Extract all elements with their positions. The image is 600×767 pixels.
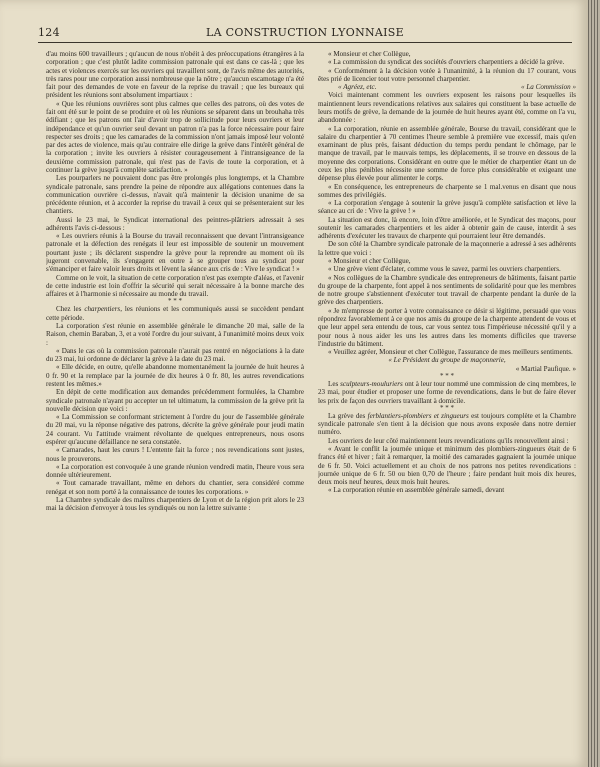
paragraph: « Camarades, haut les cœurs ! L'entente fait la force ; nos revendications sont justes, nous le prouverons.: [46, 446, 304, 463]
paragraph: Comme on le voit, la situation de cette corporation n'est pas exempte d'aléas, et l'avenir de cette industrie est loin d'offrir la sécurité qui serait nécessaire à la bonne marche des affaires et à l'harmonie si nécessaire au monde du travail.: [46, 273, 304, 299]
paragraph: « Les ouvriers réunis à la Bourse du travail reconnaissent que devant l'intransigeance patronale et la défection des renégats il leur est impossible de soutenir un mouvement pourtant juste ; ils déclarent suspendre la grève pour la reprendre au moment où ils jugeront convenable, ils s'engagent en outre à se grouper tous au syndicat pour s'émanciper et faire valoir leurs droits et lèvent la séance aux cris de : Vive le syndicat ! »: [46, 232, 304, 274]
page-edge: [588, 0, 600, 767]
paragraph: « Dans le cas où la commission patronale n'aurait pas rentré en négociations à la date du 23 mai, lui ordonne de déclarer la grève à la date du 23 mai.: [46, 346, 304, 364]
section-separator: * * *: [440, 403, 454, 412]
paragraph: « En conséquence, les entrepreneurs de charpente se 1 mal.venus en disant que nous sommes des privilégiés.: [318, 182, 576, 199]
paragraph: « La corporation, réunie en assemblée générale, Bourse du travail, considérant que le salaire du charpentier à 70 centimes l'heure semble à première vue excessif, mais qu'en examinant de plus près, faisant déduction du temps perdu pendant le chômage, par le manque de travail, par le mauvais temps, les déplacements, il se trouve en dessous de la moyenne des corporations. Considérant en outre que le métier de charpentier étant un de ceux les plus pénibles nécessite une somme de force plus considérable et exigeant une dépense plus élevée pour alimenter le corps.: [318, 124, 576, 183]
paragraph: Les ouvriers de leur côté maintiennent leurs revendications qu'ils renouvellent ainsi :: [328, 436, 569, 445]
paragraph: « La Commission se conformant strictement à l'ordre du jour de l'assemblée générale du 20 mai, vu la réponse négative des patrons, décrète la grève générale pour jeudi matin 24 courant. Vu l'attitude vraiment révoltante de quelques entrepreneurs, nous osons espérer qu'aucune défaillance ne sera constatée.: [46, 413, 304, 446]
text-span: , les réunions et les communiqués aussi se succèdent pendant cette période.: [46, 305, 304, 322]
paragraph: « Conformément à la décision votée à l'unanimité, à la réunion du 17 courant, vous êtes prié de licencier tout votre personnel charpentier.: [318, 66, 576, 83]
paragraph: Aussi le 23 mai, le Syndicat international des peintres-plâtriers adressait à ses adhérents l'avis ci-dessous :: [46, 215, 304, 232]
paragraph: « La corporation est convoquée à une grande réunion vendredi matin, l'heure vous sera donnée ultérieurement.: [46, 462, 304, 480]
paragraph: « Je m'empresse de porter à votre connaissance ce désir si légitime, persuadé que vous répondrez favorablement à ce que nos amis du groupe de la charpente attendent de vous et que leur appel sera entendu de tous, car vous sentez tous l'impérieuse nécessité qu'il y a pour nous à nous aider les uns les autres dans les moments difficiles que traverse l'industrie du bâtiment.: [318, 306, 576, 348]
paragraph: « Nos collègues de la Chambre syndicale des entrepreneurs de bâtiments, faisant partie du groupe de la charpente, font appel à nos sentiments de solidarité pour que les membres de notre groupe s'abstiennent d'exécuter tout travail de charpente pendant la durée de la grève des charpentiers.: [318, 273, 576, 307]
paragraph: d'au moins 600 travailleurs ; qu'aucun de nous n'obéit à des préoccupations étrangères à la corporation ; que c'est plutôt ladite commission patronale qui est dans ce cas-là ; que les actes et violences exercés sur les ouvriers qui travaillent sont, de l'avis même des autorités, très rares pour une corporation aussi nombreuse que la nôtre ; qu'aucun escamotage n'a été fait pour des demandes de vote en faveur de la reprise du travail ; que les bureaux qui président les réunions sont absolument impartiaux :: [46, 50, 304, 100]
paragraph: « La commission du syndicat des sociétés d'ouvriers charpentiers a décidé la grève.: [328, 58, 565, 67]
text-span: Chez les: [56, 305, 85, 314]
section-separator: * * *: [440, 371, 454, 380]
paragraph: [46, 305, 304, 322]
paragraph: [318, 380, 576, 405]
closing-left: « Agréez, etc.: [338, 83, 377, 92]
paragraph: « La corporation réunie en assemblée générale samedi, devant: [328, 486, 505, 495]
text-span: est toujours complète et la Chambre syndicale patronale s'en tient à la décision que nous avons exposée dans notre dernier numéro.: [318, 411, 576, 437]
page-header: [38, 26, 572, 40]
text-span: Les: [328, 379, 341, 388]
italic-term: ferblantiers-plombiers et zingueurs: [367, 411, 469, 420]
paragraph: La corporation s'est réunie en assemblée générale le dimanche 20 mai, salle de la Raison, chemin Baraban, 3, et a voté l'ordre du jour suivant, à l'unanimité moins deux voix :: [46, 322, 304, 347]
paragraph: La situation est donc, là encore, loin d'être améliorée, et le Syndicat des maçons, pour soutenir les camarades charpentiers et les aider à obtenir gain de cause, interdit à ses adhérents d'exécuter les travaux de charpente qui pourraient leur être demandés.: [318, 215, 576, 241]
closing-right: « La Commission »: [521, 83, 576, 92]
signature-title-text: « Le Président du groupe de maçonnerie,: [388, 356, 506, 365]
paragraph: « La corporation s'engage à soutenir la grève jusqu'à complète satisfaction et lève la séance au cri de : Vive la grève ! »: [318, 199, 576, 216]
text-span: La grève des: [328, 411, 368, 420]
paragraph: Les pourparlers ne pouvaient donc pas être prolongés plus longtemps, et la Chambre syndicale patronale, sans prendre la peine de répondre aux allégations contenues dans la communication ouvrière ci-dessus, n'avait qu'à maintenir la décision unanime de sa précédente réunion, et à accorder la reprise du travail à ceux qui se présenteraient sur les chantiers.: [46, 174, 304, 216]
paragraph: « Monsieur et cher Collègue,: [328, 257, 411, 266]
paragraph: « Monsieur et cher Collègue,: [328, 50, 411, 58]
paragraph: « Avant le conflit la journée unique et minimum des plombiers-zingueurs était de 6 francs été et hiver ; fait à remarquer, la moitié des camarades gagnaient la journée unique de 6 fr. 50. Voici actuellement et au choix de nos patrons nos petites revendications : journée unique de 6 fr. 50 ou bien 0,70 de l'heure ; faire pendant huit mois dix heures, deux mois neuf heures, deux mois huit heures.: [318, 444, 576, 487]
page-number: 124: [38, 26, 60, 39]
paragraph: [318, 412, 576, 437]
paragraph: « Une grève vient d'éclater, comme vous le savez, parmi les ouvriers charpentiers.: [328, 265, 561, 274]
paragraph: « Elle décide, en outre, qu'elle abandonne momentanément la journée de huit heures à 0 fr. 90 et la remplace par la journée de dix heures à 0 fr. 80, les autres revendications restent les mêmes.»: [46, 363, 304, 388]
paragraph: « Que les réunions ouvrières sont plus calmes que celles des patrons, où des votes de fait ont été sur le point de se produire et où les réunions se séparent dans un brouhaha très édifiant ; que les patrons ont l'air d'avoir trop de sollicitude pour leurs ouvriers et leur indépendance et qu'un ouvrier seul devant un patron n'a pas la force nécessaire pour faire respecter ses droits ; que les camarades de la commission n'ont jamais imposé leur volonté par des actes de violence, mais qu'au contraire elle dirige la grève dans l'intérêt général de la corporation ; invite les ouvriers à résister courageusement à l'intransigeance de la deuxième commission patronale, qui n'est pas de l'avis de toute la corporation, et à continuer la grève jusqu'à complète satisfaction. »: [46, 99, 304, 174]
italic-term: sculpteurs-mouluriers: [340, 379, 403, 388]
paragraph: Voici maintenant comment les ouvriers exposent les raisons pour lesquelles ils maintiennent leurs revendications relatives aux salaires qui constituent la base actuelle de leurs motifs de grève, la demande de la journée de huit heures ayant été, comme on l'a vu, abandonnée :: [318, 91, 576, 125]
left-column: [46, 50, 304, 756]
paragraph: En dépit de cette modification aux demandes précédemment formulées, la Chambre syndicale patronale n'ayant pu accepter un tel ultimatum, la commission de la grève prit la nouvelle décision que voici :: [46, 388, 304, 413]
paragraph: La Chambre syndicale des maîtres charpentiers de Lyon et de la région prit alors le 23 mai la décision d'envoyer à tous les syndiqués ou non la lettre suivante :: [46, 495, 304, 513]
paragraph: De son côté la Chambre syndicale patronale de la maçonnerie a adressé à ses adhérents la lettre que voici :: [318, 240, 576, 257]
signature-title: [318, 356, 576, 364]
journal-title: LA CONSTRUCTION LYONNAISE: [206, 26, 404, 39]
paragraph: « Veuillez agréer, Monsieur et cher Collègue, l'assurance de mes meilleurs sentiments.: [328, 348, 573, 357]
right-column: [318, 50, 576, 756]
header-rule: [38, 42, 572, 43]
text-span: ont à leur tour nommé une commission de cinq membres, le 23 mai, pour étudier et proposer une forme de revendications, dans le but de faire élever les prix de façon des ouvriers travaillant à domicile.: [318, 379, 576, 405]
italic-term: charpentiers: [84, 305, 121, 314]
letter-closing: [318, 83, 576, 91]
section-separator: * * *: [168, 297, 182, 306]
paragraph: « Tout camarade travaillant, même en dehors du chantier, sera considéré comme renégat et son nom porté à la connaissance de toutes les corporations. »: [46, 479, 304, 496]
signature-name: « Martial Paufique. »: [515, 364, 576, 373]
